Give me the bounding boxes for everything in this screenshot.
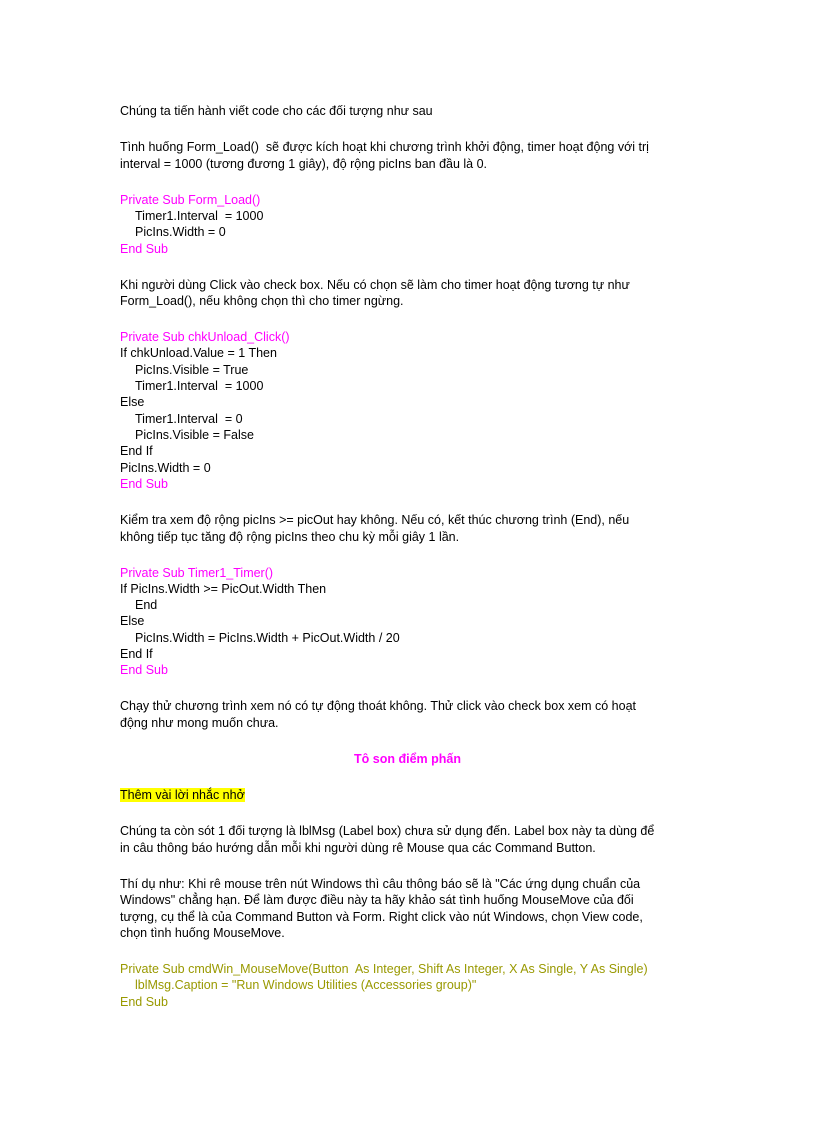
code-line: Timer1.Interval = 1000 [135,209,264,223]
code-line: Private Sub chkUnload_Click() [120,330,290,344]
code-line: End Sub [120,995,168,1009]
code-line: Private Sub Timer1_Timer() [120,566,274,580]
code-line: End If [120,647,153,661]
paragraph-line: Kiểm tra xem độ rộng picIns >= picOut hay không. Nếu có, kết thúc chương trình (End), nếu [120,513,630,527]
paragraph-line: Chúng ta còn sót 1 đối tượng là lblMsg (Label box) chưa sử dụng đến. Label box này ta dùng để [120,824,655,838]
code-line: Private Sub Form_Load() [120,193,261,207]
code-line: If PicIns.Width >= PicOut.Width Then [120,582,327,596]
code-line: PicIns.Width = 0 [135,225,226,239]
paragraph-line: Thí dụ như: Khi rê mouse trên nút Windows thì câu thông báo sẽ là "Các ứng dụng chuẩn của [120,877,641,891]
paragraph-line: động như mong muốn chưa. [120,716,279,730]
paragraph-line: Khi người dùng Click vào check box. Nếu có chọn sẽ làm cho timer hoạt động tương tự như [120,278,630,292]
code-line: PicIns.Visible = True [135,363,249,377]
code-line: lblMsg.Caption = "Run Windows Utilities (Accessories group)" [135,978,477,992]
code-line: Private Sub cmdWin_MouseMove(Button As Integer, Shift As Integer, X As Single, Y As Single) [120,962,648,976]
paragraph-line: chọn tình huống MouseMove. [120,926,285,940]
code-line: End If [120,444,153,458]
paragraph-line: interval = 1000 (tương đương 1 giây), độ rộng picIns ban đầu là 0. [120,157,488,171]
code-line: PicIns.Width = PicIns.Width + PicOut.Width / 20 [135,631,400,645]
code-line: End Sub [120,663,168,677]
code-line: If chkUnload.Value = 1 Then [120,346,277,360]
paragraph-line: Form_Load(), nếu không chọn thì cho timer ngừng. [120,294,404,308]
paragraph-line: Chạy thử chương trình xem nó có tự động thoát không. Thử click vào check box xem có hoạt [120,699,637,713]
code-line: Timer1.Interval = 1000 [135,379,264,393]
code-line: Else [120,614,145,628]
paragraph-line: không tiếp tục tăng độ rộng picIns theo chu kỳ mỗi giây 1 lần. [120,530,460,544]
code-line: End [135,598,158,612]
code-line: Else [120,395,145,409]
code-line: PicIns.Visible = False [135,428,254,442]
code-line: Timer1.Interval = 0 [135,412,243,426]
paragraph-line: Windows" chẳng hạn. Để làm được điều này ta hãy khảo sát tình huống MouseMove của đối [120,893,634,907]
code-line: End Sub [120,242,168,256]
paragraph-line: Tình huống Form_Load() sẽ được kích hoạt khi chương trình khởi động, timer hoạt động với trị [120,140,649,154]
subheading-highlight: Thêm vài lời nhắc nhở [120,788,245,802]
paragraph-line: in câu thông báo hướng dẫn mỗi khi người dùng rê Mouse qua các Command Button. [120,841,596,855]
intro-text: Chúng ta tiến hành viết code cho các đối tượng như sau [120,104,433,118]
code-line: PicIns.Width = 0 [120,461,211,475]
code-line: End Sub [120,477,168,491]
section-title: Tô son điểm phấn [354,752,461,766]
paragraph-line: tượng, cụ thể là của Command Button và Form. Right click vào nút Windows, chọn View code, [120,910,643,924]
